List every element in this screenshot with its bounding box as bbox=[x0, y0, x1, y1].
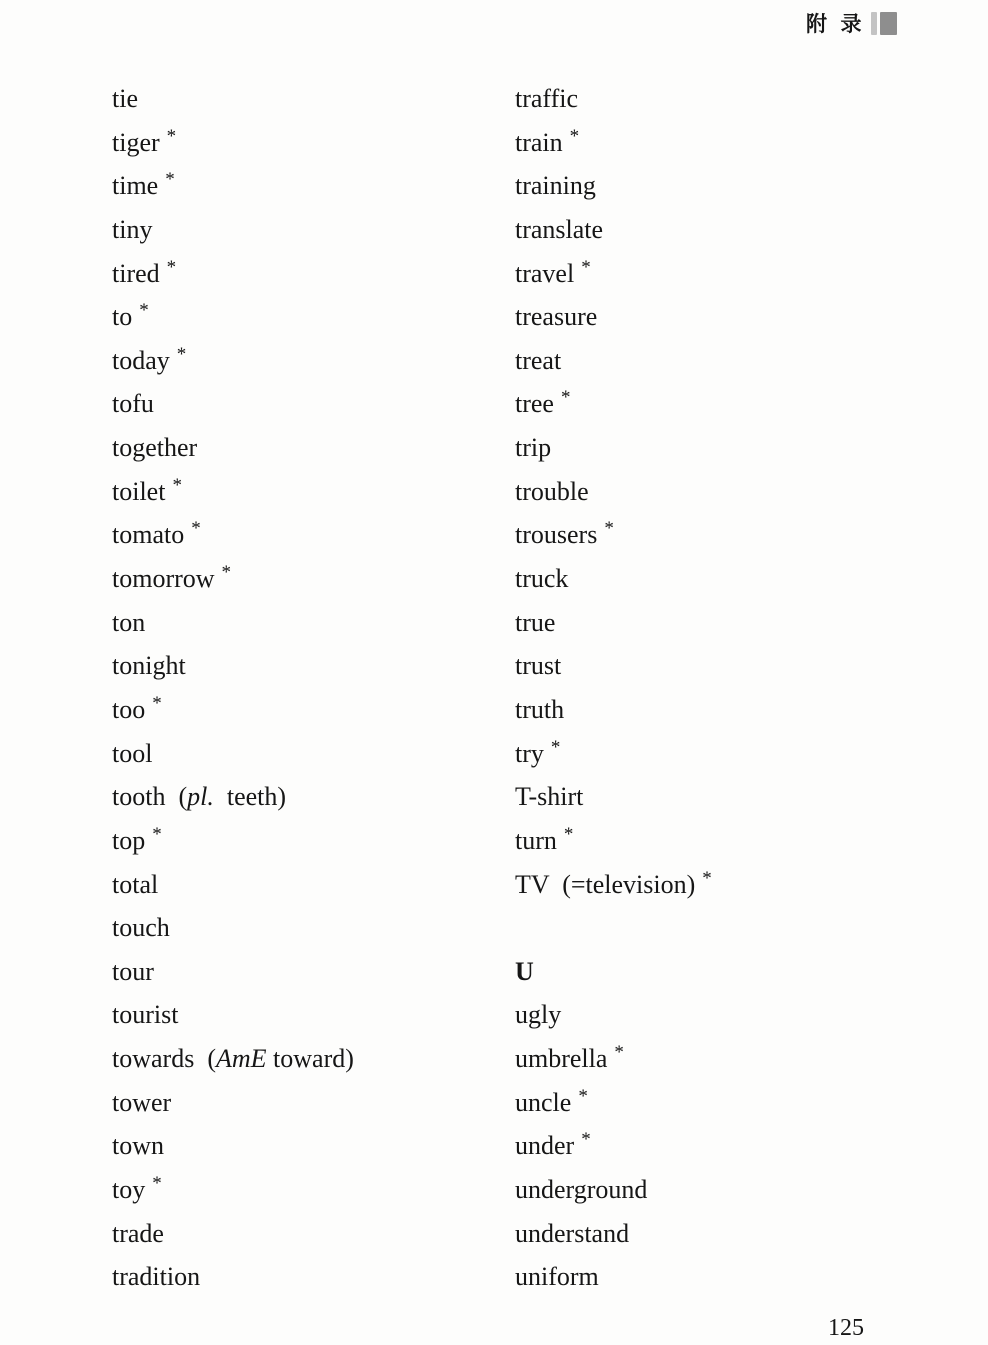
word-entry bbox=[112, 1081, 354, 1125]
word-entry: too * bbox=[112, 692, 162, 724]
word-text: tie bbox=[112, 84, 138, 113]
word-text: truck bbox=[515, 564, 569, 594]
word-text: umbrella bbox=[515, 1044, 608, 1074]
word-text: toy bbox=[112, 1175, 146, 1205]
word-entry bbox=[112, 732, 354, 776]
word-text: tiny bbox=[112, 214, 153, 244]
word-entry bbox=[515, 557, 712, 601]
word-entry bbox=[515, 1212, 712, 1256]
word-entry bbox=[515, 77, 712, 121]
word-entry bbox=[515, 1255, 712, 1299]
word-entry bbox=[515, 339, 712, 383]
word-entry bbox=[112, 1255, 354, 1299]
word-entry: tree * bbox=[515, 387, 571, 419]
word-text: touch bbox=[112, 913, 170, 943]
word-text: underground bbox=[515, 1175, 648, 1205]
word-entry bbox=[515, 426, 712, 470]
word-text: tofu bbox=[112, 389, 154, 419]
word-text: too bbox=[112, 694, 146, 724]
word-text: tonight bbox=[112, 651, 186, 681]
word-entry: toilet * bbox=[112, 474, 182, 506]
word-text: training bbox=[515, 171, 596, 201]
word-text: tourist bbox=[112, 1000, 179, 1030]
word-text: teeth) bbox=[213, 782, 287, 812]
word-text: time bbox=[112, 171, 159, 201]
word-entry: top * bbox=[112, 823, 162, 855]
word-text: to bbox=[112, 302, 133, 332]
word-text: traffic bbox=[515, 84, 579, 113]
word-entry: travel * bbox=[515, 256, 591, 288]
word-entry bbox=[515, 644, 712, 688]
word-text: uncle bbox=[515, 1087, 572, 1117]
word-text: T-shirt bbox=[515, 782, 584, 812]
word-entry bbox=[515, 993, 712, 1037]
word-entry: toy * bbox=[112, 1173, 162, 1205]
word-text: try bbox=[515, 738, 544, 768]
word-text: tired bbox=[112, 258, 160, 288]
word-entry: tired * bbox=[112, 256, 177, 288]
word-text: true bbox=[515, 607, 556, 637]
word-text: trouble bbox=[515, 476, 589, 506]
word-list-right-column bbox=[515, 77, 712, 1299]
word-entry bbox=[112, 906, 354, 950]
word-note-italic: pl. bbox=[187, 782, 214, 812]
word-text: train bbox=[515, 127, 563, 157]
word-entry: time * bbox=[112, 169, 175, 201]
word-text: trip bbox=[515, 433, 552, 463]
word-entry bbox=[515, 208, 712, 252]
word-text: tomato bbox=[112, 520, 185, 550]
word-entry bbox=[515, 470, 712, 514]
word-text: top bbox=[112, 825, 146, 855]
word-entry bbox=[515, 775, 712, 819]
word-text: TV (=television) bbox=[515, 869, 696, 899]
decorative-bar-light-icon bbox=[871, 12, 877, 35]
appendix-title: 附 录 bbox=[806, 12, 863, 36]
section-letter bbox=[515, 950, 712, 994]
word-text: toilet bbox=[112, 476, 166, 506]
word-entry: tiger * bbox=[112, 125, 177, 157]
word-entry bbox=[112, 426, 354, 470]
word-entry bbox=[112, 1124, 354, 1168]
word-text: truth bbox=[515, 694, 565, 724]
word-text: treat bbox=[515, 345, 562, 375]
word-entry: umbrella * bbox=[515, 1042, 624, 1074]
word-text: tower bbox=[112, 1087, 172, 1117]
word-entry: trousers * bbox=[515, 518, 614, 550]
word-text: toward) bbox=[266, 1044, 354, 1074]
word-text: tomorrow bbox=[112, 564, 215, 594]
word-entry bbox=[112, 863, 354, 907]
word-entry: to * bbox=[112, 300, 149, 332]
word-text: together bbox=[112, 433, 198, 463]
word-entry: tomato * bbox=[112, 518, 201, 550]
word-entry: try * bbox=[515, 736, 561, 768]
word-entry bbox=[112, 775, 354, 819]
word-text: treasure bbox=[515, 302, 598, 332]
word-text: tooth ( bbox=[112, 782, 188, 812]
page-header bbox=[806, 10, 897, 36]
word-text: total bbox=[112, 869, 159, 899]
word-entry bbox=[112, 382, 354, 426]
word-entry bbox=[112, 993, 354, 1037]
word-entry bbox=[112, 77, 354, 121]
word-text: tree bbox=[515, 389, 554, 419]
word-entry: uncle * bbox=[515, 1085, 588, 1117]
word-text: tiger bbox=[112, 127, 160, 157]
word-entry: TV (=television) * bbox=[515, 867, 712, 899]
word-text: U bbox=[515, 956, 534, 986]
word-entry bbox=[515, 164, 712, 208]
word-text: under bbox=[515, 1131, 575, 1161]
word-text: town bbox=[112, 1131, 164, 1161]
word-text: travel bbox=[515, 258, 575, 288]
word-note-italic: AmE bbox=[215, 1044, 267, 1074]
word-entry: today * bbox=[112, 343, 187, 375]
word-text: today bbox=[112, 345, 170, 375]
decorative-bar-dark-icon bbox=[880, 12, 897, 35]
word-text: trade bbox=[112, 1218, 164, 1248]
word-entry: under * bbox=[515, 1129, 591, 1161]
word-entry bbox=[515, 1168, 712, 1212]
word-text: understand bbox=[515, 1218, 630, 1248]
word-text: trust bbox=[515, 651, 562, 681]
word-text: tour bbox=[112, 956, 154, 986]
blank-row bbox=[515, 906, 712, 950]
word-entry bbox=[112, 208, 354, 252]
word-entry bbox=[112, 1212, 354, 1256]
word-text: tradition bbox=[112, 1262, 201, 1292]
word-entry: tomorrow * bbox=[112, 562, 232, 594]
word-entry bbox=[515, 295, 712, 339]
word-entry bbox=[515, 688, 712, 732]
word-entry bbox=[515, 601, 712, 645]
word-entry bbox=[112, 950, 354, 994]
word-text: towards ( bbox=[112, 1044, 216, 1074]
word-text: translate bbox=[515, 214, 604, 244]
word-text: tool bbox=[112, 738, 153, 768]
word-text: turn bbox=[515, 825, 557, 855]
word-text: trousers bbox=[515, 520, 598, 550]
word-entry: turn * bbox=[515, 823, 574, 855]
word-text: ugly bbox=[515, 1000, 562, 1030]
page-number: 125 bbox=[828, 1315, 864, 1341]
word-entry: train * bbox=[515, 125, 580, 157]
word-text: uniform bbox=[515, 1262, 599, 1292]
word-entry bbox=[112, 644, 354, 688]
word-entry bbox=[112, 1037, 354, 1081]
word-entry bbox=[112, 601, 354, 645]
word-list-left-column bbox=[112, 77, 354, 1299]
word-text: ton bbox=[112, 607, 146, 637]
